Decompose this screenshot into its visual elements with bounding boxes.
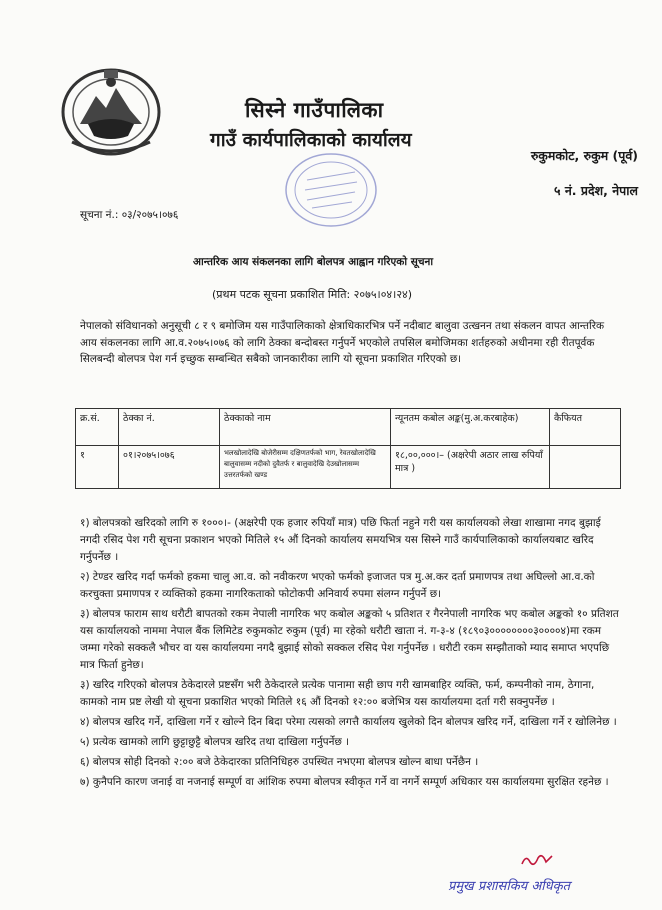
conditions-list (80, 515, 620, 794)
table-row (76, 446, 621, 489)
tender-table (75, 408, 621, 489)
notice-number: सूचना नं.: ०३/२०७५।०७६ (80, 209, 179, 221)
table-header: क्र.सं. (76, 409, 119, 446)
table-header: कैफियत (550, 409, 621, 446)
nepal-emblem-icon (58, 62, 164, 158)
office-subtitle: गाउँ कार्यपालिकाको कार्यालय (210, 129, 412, 151)
condition-item: २) टेण्डर खरिद गर्दा फर्मको हकमा चालु आ.व. को नवीकरण भएको फर्मको इजाजत पत्र मु.अ.कर दर्ता प्रमाणपत्र तथा अघिल्लो आ.व.को करचुक्ता प्रमाणपत्र र व्यक्तिको हकमा नागरिकताको फोटोकपी अनिवार्य रुपमा संलग्न गर्नुपर्ने छ। (80, 571, 595, 600)
office-name: सिस्ने गाउँपालिका (245, 98, 384, 122)
serial-number-cell: १ (76, 446, 119, 489)
notice-subject: आन्तरिक आय संकलनका लागि बोलपत्र आह्वान गरिएको सूचना (193, 256, 434, 268)
condition-item: ३) बोलपत्र फाराम साथ धरौटी बापतको रकम नेपाली नागरिक भए कबोल अङ्कको ५ प्रतिशत र गैरनेपाली नागरिक भए कबोल अङ्कको १० प्रतिशत यस कार्यालयको नाममा नेपाल बैंक लिमिटेड रुकुमकोट रुकुम (पूर्व) मा रहेको धरौटी खाता नं. ग-३-४ (१८९०३००००००००३००००४)मा रकम जम्मा गरेको सक्कलै भौचर वा यस कार्यालयमा नगदै बुझाई सोको सक्कल रसिद पेश गर्नुपर्नेछ । धरौटी रकम सम्झौताको म्याद समाप्त भएपछि मात्र फिर्ता हुनेछ। (80, 608, 619, 671)
condition-item: ३) खरिद गरिएको बोलपत्र ठेकेदारले प्रष्टसँग भरी ठेकेदारले प्रत्येक पानामा सही छाप गरी खामबाहिर व्यक्ति, फर्म, कम्पनीको नाम, ठेगाना, कामको नाम प्रष्ट लेखी यो सूचना प्रकाशित भएको मितिले १६ औं दिनको १२:०० बजेभित्र यस कार्यालयमा दर्ता गरी सक्नुपर्नेछ । (80, 679, 595, 708)
address-line-2: ५ नं. प्रदेश, नेपाल (554, 183, 638, 198)
intro-paragraph: नेपालको संविधानको अनुसूची ८ र ९ बमोजिम यस गाउँपालिकाको क्षेत्राधिकारभित्र पर्ने नदीबाट बालुवा उत्खनन तथा संकलन वापत आन्तरिक आय संकलनका लागि आ.व.२०७५।०७६ को लागि ठेक्का बन्दोबस्त गर्नुपर्ने भएकोले तपसिल बमोजिमका शर्तहरुको अधीनमा रही रीतपूर्वक सिलबन्दी बोलपत्र पेश गर्न इच्छुक सम्बन्धित सबैको जानकारीका लागि यो सूचना प्रकाशित गरिएको छ। (80, 320, 605, 365)
signatory-title: प्रमुख प्रशासकिय अधिकृत (448, 879, 571, 894)
remarks-cell (550, 446, 621, 489)
publication-date: (प्रथम पटक सूचना प्रकाशित मिति: २०७५।०४।२४) (212, 288, 413, 301)
condition-item: १) बोलपत्रको खरिदको लागि रु १०००।- (अक्षरेपी एक हजार रुपियाँ मात्र) पछि फिर्ता नहुने गरी यस कार्यालयको लेखा शाखामा नगद बुझाई नगदी रसिद पेश गरी सूचना प्रकाशन भएको मितिले १५ औं दिनको कार्यालय समयभित्र यस सिस्ने गाउँ कार्यपालिकाको कार्यालयबाट खरिद गर्नुपर्नेछ । (80, 517, 601, 563)
condition-item: ४) बोलपत्र खरिद गर्ने, दाखिला गर्ने र खोल्ने दिन बिदा परेमा त्यसको लगत्तै कार्यालय खुलेको दिन बोलपत्र खरिद गर्ने, दाखिला गर्ने र खोलिनेछ । (80, 716, 617, 728)
table-header: ठेक्का नं. (119, 409, 220, 446)
contract-number-cell: ०१।२०७५।०७६ (119, 446, 220, 489)
office-seal-stamp (282, 150, 380, 230)
condition-item: ७) कुनैपनि कारण जनाई वा नजनाई सम्पूर्ण वा आंशिक रुपमा बोलपत्र स्वीकृत गर्ने वा नगर्ने सम्पूर्ण अधिकार यस कार्यालयमा सुरक्षित रहनेछ । (80, 776, 609, 788)
condition-item: ६) बोलपत्र सोही दिनको २:०० बजे ठेकेदारका प्रतिनिधिहरु उपस्थित नभएमा बोलपत्र खोल्न बाधा पर्नेछैन । (80, 756, 479, 768)
contract-name-cell: भलखोलादेखि बोजेरीसम्म दक्षिणतर्फको भाग, रेवतखोलादेखि बालुवासम्म नदीको दुवैतर्फ र बालुवादेखि देउखोलासम्म उत्तरतर्फको खण्ड (220, 446, 391, 489)
signature-mark (520, 852, 554, 870)
table-header-row (76, 409, 621, 446)
table-header: न्यूनतम कबोल अङ्क(मु.अ.करबाहेक) (391, 409, 550, 446)
table-header: ठेक्काको नाम (220, 409, 391, 446)
condition-item: ५) प्रत्येक खामको लागि छुट्टाछुट्टै बोलपत्र खरिद तथा दाखिला गर्नुपर्नेछ । (80, 736, 350, 748)
address-line-1: रुकुमकोट, रुकुम (पूर्व) (530, 148, 638, 163)
minimum-bid-cell: १८,००,०००।– (अक्षरेपी अठार लाख रुपियाँ मात्र ) (391, 446, 550, 489)
